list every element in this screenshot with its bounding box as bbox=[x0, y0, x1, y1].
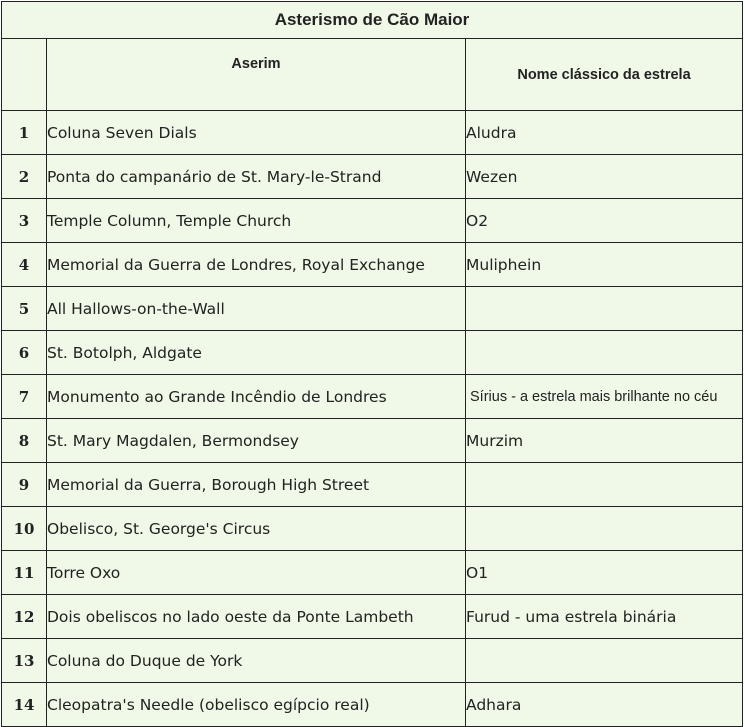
place-name: Coluna Seven Dials bbox=[47, 111, 466, 155]
star-name: Furud - uma estrela binária bbox=[466, 595, 743, 639]
table-row bbox=[2, 331, 743, 375]
row-number: 3 bbox=[2, 199, 47, 243]
place-name: St. Mary Magdalen, Bermondsey bbox=[47, 419, 466, 463]
row-number: 11 bbox=[2, 551, 47, 595]
place-name: Memorial da Guerra de Londres, Royal Exchange bbox=[47, 243, 466, 287]
header-place: Aserim bbox=[47, 39, 466, 111]
table-row bbox=[2, 155, 743, 199]
row-number: 6 bbox=[2, 331, 47, 375]
star-name: Murzim bbox=[466, 419, 743, 463]
star-name bbox=[466, 287, 743, 331]
row-number: 14 bbox=[2, 683, 47, 727]
star-name: O1 bbox=[466, 551, 743, 595]
star-name bbox=[466, 639, 743, 683]
table-row bbox=[2, 683, 743, 727]
star-name: O2 bbox=[466, 199, 743, 243]
place-name: Dois obeliscos no lado oeste da Ponte Lambeth bbox=[47, 595, 466, 639]
row-number: 12 bbox=[2, 595, 47, 639]
star-name: Aludra bbox=[466, 111, 743, 155]
row-number: 8 bbox=[2, 419, 47, 463]
row-number: 13 bbox=[2, 639, 47, 683]
place-name: All Hallows-on-the-Wall bbox=[47, 287, 466, 331]
table-row bbox=[2, 639, 743, 683]
table-row bbox=[2, 287, 743, 331]
place-name: St. Botolph, Aldgate bbox=[47, 331, 466, 375]
star-name bbox=[466, 507, 743, 551]
row-number: 7 bbox=[2, 375, 47, 419]
place-name: Memorial da Guerra, Borough High Street bbox=[47, 463, 466, 507]
header-number bbox=[2, 39, 47, 111]
table-row bbox=[2, 199, 743, 243]
asterism-table bbox=[1, 1, 743, 727]
header-row bbox=[2, 39, 743, 111]
table-title: Asterismo de Cão Maior bbox=[2, 2, 743, 39]
star-name: Sírius - a estrela mais brilhante no céu bbox=[466, 375, 743, 419]
place-name: Coluna do Duque de York bbox=[47, 639, 466, 683]
table-row bbox=[2, 507, 743, 551]
title-row bbox=[2, 2, 743, 39]
place-name: Temple Column, Temple Church bbox=[47, 199, 466, 243]
place-name: Monumento ao Grande Incêndio de Londres bbox=[47, 375, 466, 419]
place-name: Torre Oxo bbox=[47, 551, 466, 595]
star-name bbox=[466, 463, 743, 507]
table-row bbox=[2, 419, 743, 463]
table-row bbox=[2, 551, 743, 595]
star-name bbox=[466, 331, 743, 375]
place-name: Obelisco, St. George's Circus bbox=[47, 507, 466, 551]
table-row bbox=[2, 375, 743, 419]
table-row bbox=[2, 595, 743, 639]
row-number: 10 bbox=[2, 507, 47, 551]
star-name: Muliphein bbox=[466, 243, 743, 287]
star-name: Wezen bbox=[466, 155, 743, 199]
row-number: 1 bbox=[2, 111, 47, 155]
row-number: 5 bbox=[2, 287, 47, 331]
place-name: Ponta do campanário de St. Mary-le-Strand bbox=[47, 155, 466, 199]
place-name: Cleopatra's Needle (obelisco egípcio real) bbox=[47, 683, 466, 727]
header-star-name: Nome clássico da estrela bbox=[466, 39, 743, 111]
row-number: 2 bbox=[2, 155, 47, 199]
row-number: 9 bbox=[2, 463, 47, 507]
row-number: 4 bbox=[2, 243, 47, 287]
table-row bbox=[2, 111, 743, 155]
table-row bbox=[2, 243, 743, 287]
table-row bbox=[2, 463, 743, 507]
star-name: Adhara bbox=[466, 683, 743, 727]
